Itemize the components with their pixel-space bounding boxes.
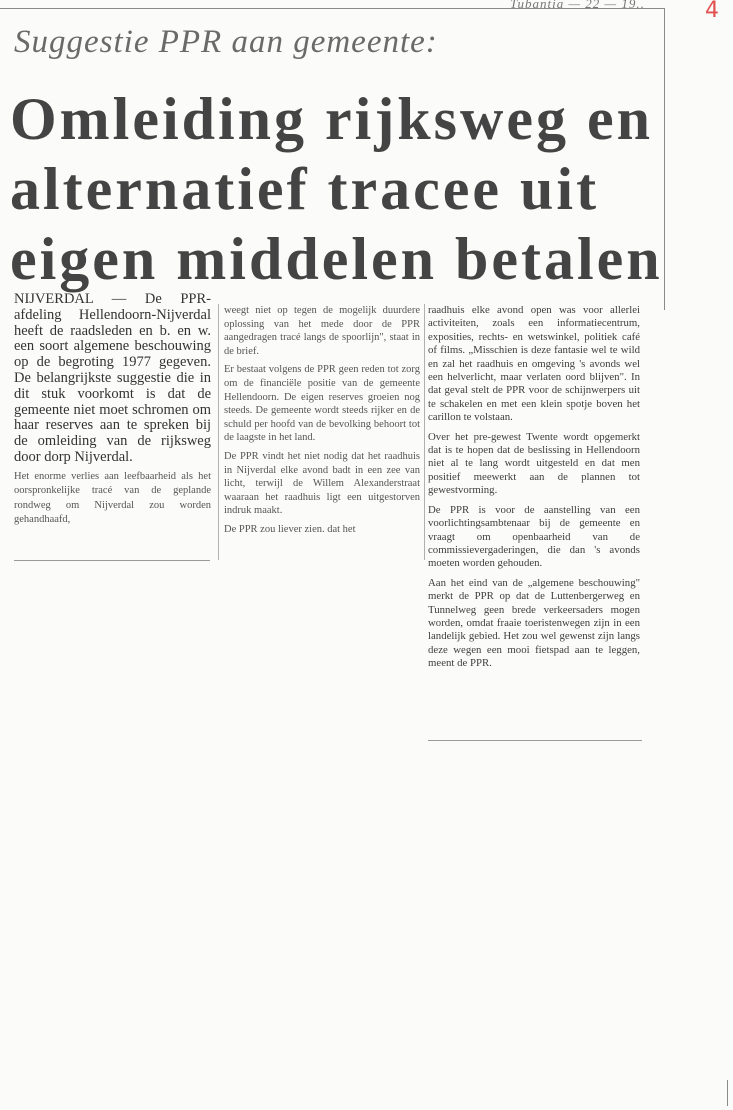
page-right-margin-line [727, 1080, 728, 1106]
article-column-3 [428, 304, 640, 677]
paragraph: weegt niet op tegen de mogelijk duurdere oplossing van het mede door de PPR aangedragen tracé langs de spoorlijn", staat in de brief. [224, 305, 420, 357]
headline-line: eigen middelen betalen [10, 226, 663, 292]
paragraph: NIJVERDAL — De PPR-afdeling Hellendoorn-Nijverdal heeft de raadsleden en b. en w. een soort algemene beschouwing op de begroting 1977 gegeven. De belangrijkste suggestie die in dit stuk voorkomt is dat de gemeente niet moet schromen om haar reserves aan te spreken bij de omleiding van de rijksweg door dorp Nijverdal. [14, 291, 211, 465]
paragraph: raadhuis elke avond open was voor allerlei activiteiten, zoals een informatiecentrum, exposities, rechts- en wetswinkel, politiek café of films. „Misschien is deze fantasie wel te wild en zal het raadhuis en omgeving 's avonds wel een helverlicht, maar verlaten oord blijven". In dat geval stelt de PPR voor de schijnwerpers uit te schakelen en met een klein spotje boven het carillon te volstaan. [428, 304, 640, 424]
paragraph: De PPR vindt het niet nodig dat het raadhuis in Nijverdal elke avond badt in een zee van licht, terwijl de Willem Alexanderstraat waaraan het raadhuis ligt een uitgestorven indruk maakt. [224, 450, 420, 517]
date-stamp: Tubantia — 22 — 19.. [510, 0, 645, 11]
headline-line: alternatief tracee uit [10, 156, 600, 222]
paragraph: De PPR zou liever zien. dat het [224, 523, 356, 535]
article-headline [10, 84, 663, 294]
headline-line: Omleiding rijksweg en [10, 86, 653, 152]
clipping-bottom-edge-left [14, 560, 210, 561]
handwritten-page-mark: 4 [705, 0, 719, 23]
clipping-right-edge [664, 8, 665, 310]
clipping-bottom-edge-right [428, 740, 642, 741]
paragraph: Er bestaat volgens de PPR geen reden tot zorg om de financiële positie van de gemeente Hellendoorn. De eigen reserves groeien nog steeds. De gemeente wordt steeds rijker en de schuld per hoofd van de bevolking behoort tot de laagste in het land. [224, 364, 420, 444]
paragraph: Het enorme verlies aan leefbaarheid als het oorspronkelijke tracé van de geplande rondweg om Nijverdal zou worden gehandhaafd, [14, 470, 211, 526]
article-kicker: Suggestie PPR aan gemeente: [14, 24, 438, 60]
column-divider [424, 304, 425, 560]
paragraph: Aan het eind van de „algemene beschouwing" merkt de PPR op dat de Luttenbergerweg en Tunnelweg geen brede verkeersaders mogen worden, omdat fraaie toeristenwegen zijn in een landelijk gebied. Het zou wel gewenst zijn langs deze wegen een mooi fietspad aan te leggen, meent de PPR. [428, 576, 640, 670]
paragraph: De PPR is voor de aanstelling van een voorlichtingsambtenaar bij de gemeente en vraagt om openbaarheid van de commissievergaderingen, die dan 's avonds moeten worden gehouden. [428, 503, 640, 570]
article-column-1 [14, 292, 211, 528]
column-divider [218, 304, 219, 560]
paragraph: Over het pre-gewest Twente wordt opgemerkt dat is te hopen dat de beslissing in Hellendoorn niet al te lang wordt uitgesteld en dat men positief meewerkt aan de plannen tot gewestvorming. [428, 430, 640, 497]
article-column-2 [224, 304, 420, 542]
